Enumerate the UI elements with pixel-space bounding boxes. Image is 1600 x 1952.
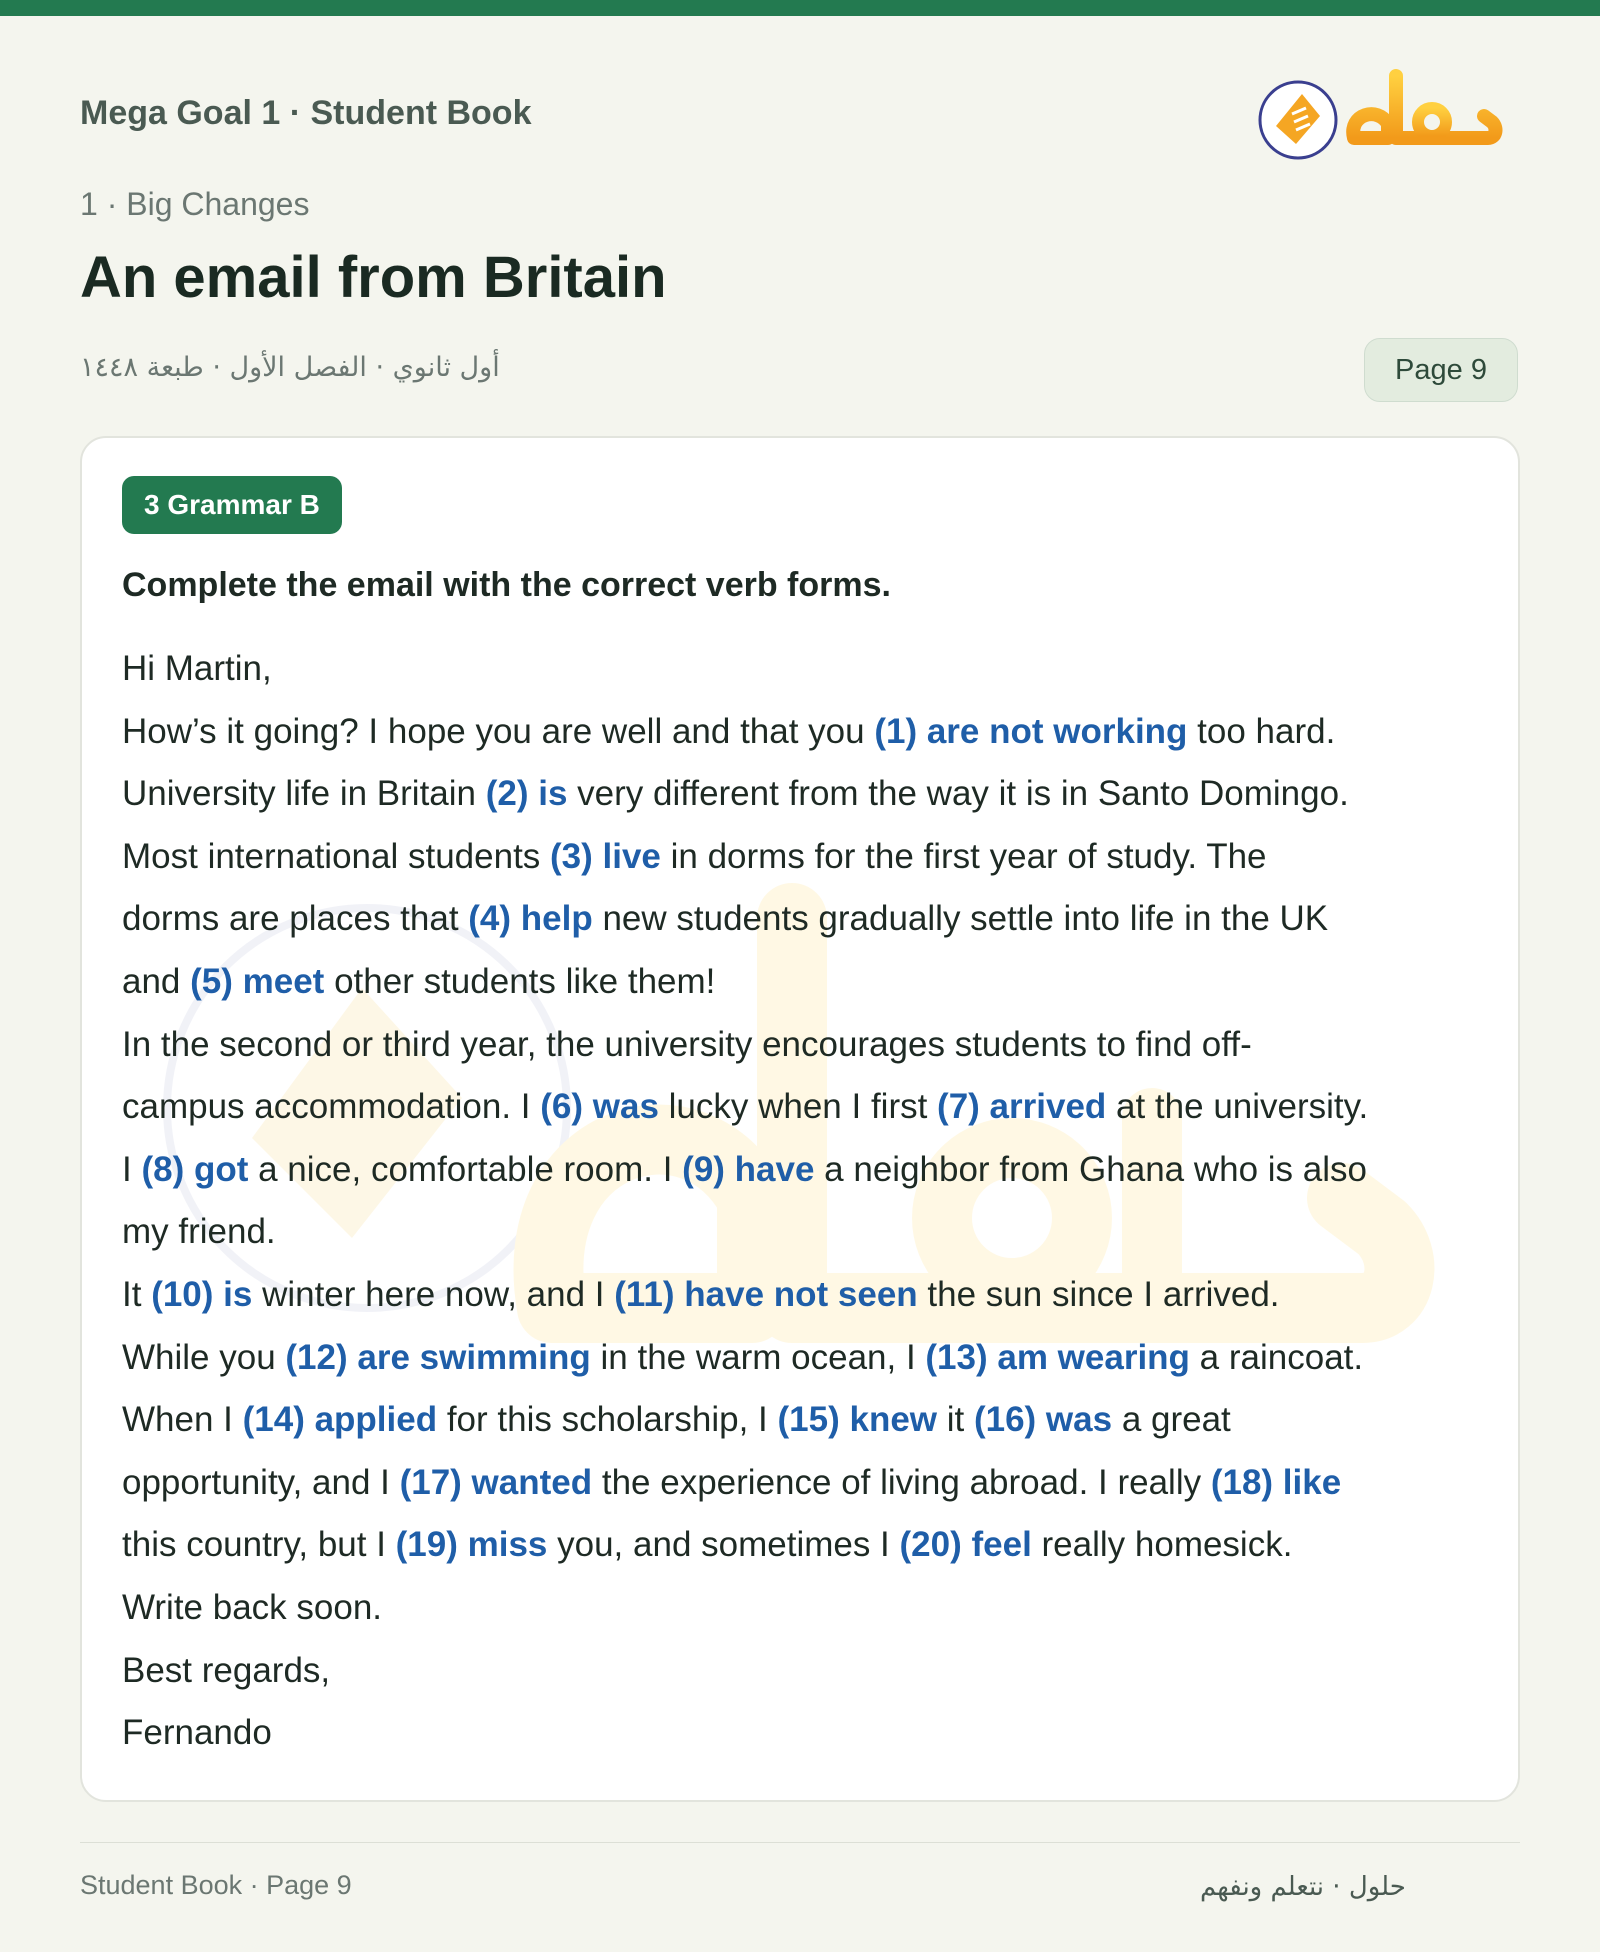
email-body	[122, 638, 1492, 1765]
section-tag: 3 Grammar B	[122, 476, 342, 534]
email-text: other students like them!	[324, 961, 716, 1001]
answer-text: (19) miss	[395, 1525, 548, 1565]
email-text: the sun since I arrived.	[917, 1274, 1280, 1314]
answer-text: (17) wanted	[399, 1462, 593, 1502]
email-line	[122, 1452, 1492, 1515]
email-text: this country, but I	[122, 1525, 396, 1565]
email-line	[122, 1076, 1492, 1139]
email-text: When I	[122, 1400, 243, 1440]
email-text: my friend.	[122, 1212, 276, 1252]
answer-text: (14) applied	[242, 1400, 438, 1440]
email-text: a raincoat.	[1189, 1337, 1364, 1377]
email-line	[122, 1264, 1492, 1327]
email-text: a great	[1112, 1400, 1231, 1440]
email-line	[122, 701, 1492, 764]
email-text: winter here now, and I	[252, 1274, 615, 1314]
email-line	[122, 763, 1492, 826]
answer-text: (2) is	[485, 774, 568, 814]
answer-text: (9) have	[682, 1149, 815, 1189]
answer-text: (7) arrived	[937, 1087, 1107, 1127]
unit-label: 1 · Big Changes	[80, 186, 310, 222]
email-line	[122, 1389, 1492, 1452]
answer-text: (11) have not seen	[614, 1274, 918, 1314]
hulul-logo	[1256, 64, 1506, 164]
email-text: a neighbor from Ghana who is also	[814, 1149, 1367, 1189]
email-text: dorms are places that	[122, 899, 469, 939]
email-text: in dorms for the first year of study. The	[660, 836, 1267, 876]
answer-text: (15) knew	[777, 1400, 938, 1440]
email-text: Fernando	[122, 1713, 272, 1753]
email-text: opportunity, and I	[122, 1462, 400, 1502]
exercise-card	[80, 436, 1520, 1802]
email-text: University life in Britain	[122, 774, 486, 814]
footer-divider	[80, 1842, 1520, 1843]
email-line	[122, 1640, 1492, 1703]
answer-text: (3) live	[550, 836, 661, 876]
email-text: Hi Martin,	[122, 649, 272, 688]
answer-text: (5) meet	[190, 961, 325, 1001]
email-line	[122, 888, 1492, 951]
email-text: How’s it going? I hope you are well and that you	[122, 711, 875, 751]
answer-text: (1) are not working	[874, 711, 1188, 751]
answer-text: (13) am wearing	[925, 1337, 1190, 1377]
email-line	[122, 1514, 1492, 1577]
email-line	[122, 1139, 1492, 1202]
top-accent-bar	[0, 0, 1600, 16]
email-text: Most international students	[122, 836, 551, 876]
email-text: I	[122, 1149, 142, 1189]
email-text: Write back soon.	[122, 1587, 383, 1627]
answer-text: (16) was	[973, 1400, 1113, 1440]
email-line	[122, 951, 1492, 1014]
email-text: a nice, comfortable room. I	[248, 1149, 683, 1189]
footer-page-label: Student Book · Page 9	[80, 1870, 352, 1900]
book-title: Mega Goal 1 · Student Book	[80, 94, 532, 132]
answer-text: (4) help	[468, 899, 593, 939]
email-text: too hard.	[1187, 711, 1336, 751]
email-text: in the warm ocean, I	[590, 1337, 926, 1377]
page-title: An email from Britain	[80, 245, 667, 310]
email-line	[122, 1577, 1492, 1640]
email-text: it	[937, 1400, 974, 1440]
email-text: In the second or third year, the university encourages students to find off-	[122, 1024, 1252, 1064]
email-line	[122, 1014, 1492, 1077]
answer-text: (6) was	[540, 1087, 659, 1127]
email-text: at the university.	[1106, 1087, 1369, 1127]
email-line	[122, 1327, 1492, 1390]
email-text: very different from the way it is in Santo Domingo.	[567, 774, 1349, 814]
answer-text: (18) like	[1210, 1462, 1342, 1502]
answer-text: (12) are swimming	[285, 1337, 591, 1377]
exercise-instruction: Complete the email with the correct verb forms.	[122, 566, 891, 604]
email-text: campus accommodation. I	[122, 1087, 541, 1127]
email-text: While you	[122, 1337, 286, 1377]
answer-text: (8) got	[141, 1149, 249, 1189]
email-text: you, and sometimes I	[547, 1525, 900, 1565]
page-badge: Page 9	[1364, 338, 1518, 402]
email-text: new students gradually settle into life in the UK	[592, 899, 1329, 939]
email-text: and	[122, 961, 191, 1001]
email-text: Best regards,	[122, 1650, 331, 1690]
email-text: really homesick.	[1031, 1525, 1293, 1565]
grade-term-subtitle: أول ثانوي · الفصل الأول · طبعة ١٤٤٨	[80, 352, 500, 383]
email-line	[122, 1702, 1492, 1765]
answer-text: (20) feel	[899, 1525, 1032, 1565]
email-line	[122, 1201, 1492, 1264]
email-text: for this scholarship, I	[437, 1400, 778, 1440]
footer-brand: حلول · نتعلم ونفهم	[1200, 1872, 1406, 1902]
email-line	[122, 638, 1492, 701]
email-text: the experience of living abroad. I really	[592, 1462, 1211, 1502]
answer-text: (10) is	[151, 1274, 253, 1314]
email-text: lucky when I first	[658, 1087, 938, 1127]
email-line	[122, 826, 1492, 889]
email-text: It	[122, 1274, 152, 1314]
